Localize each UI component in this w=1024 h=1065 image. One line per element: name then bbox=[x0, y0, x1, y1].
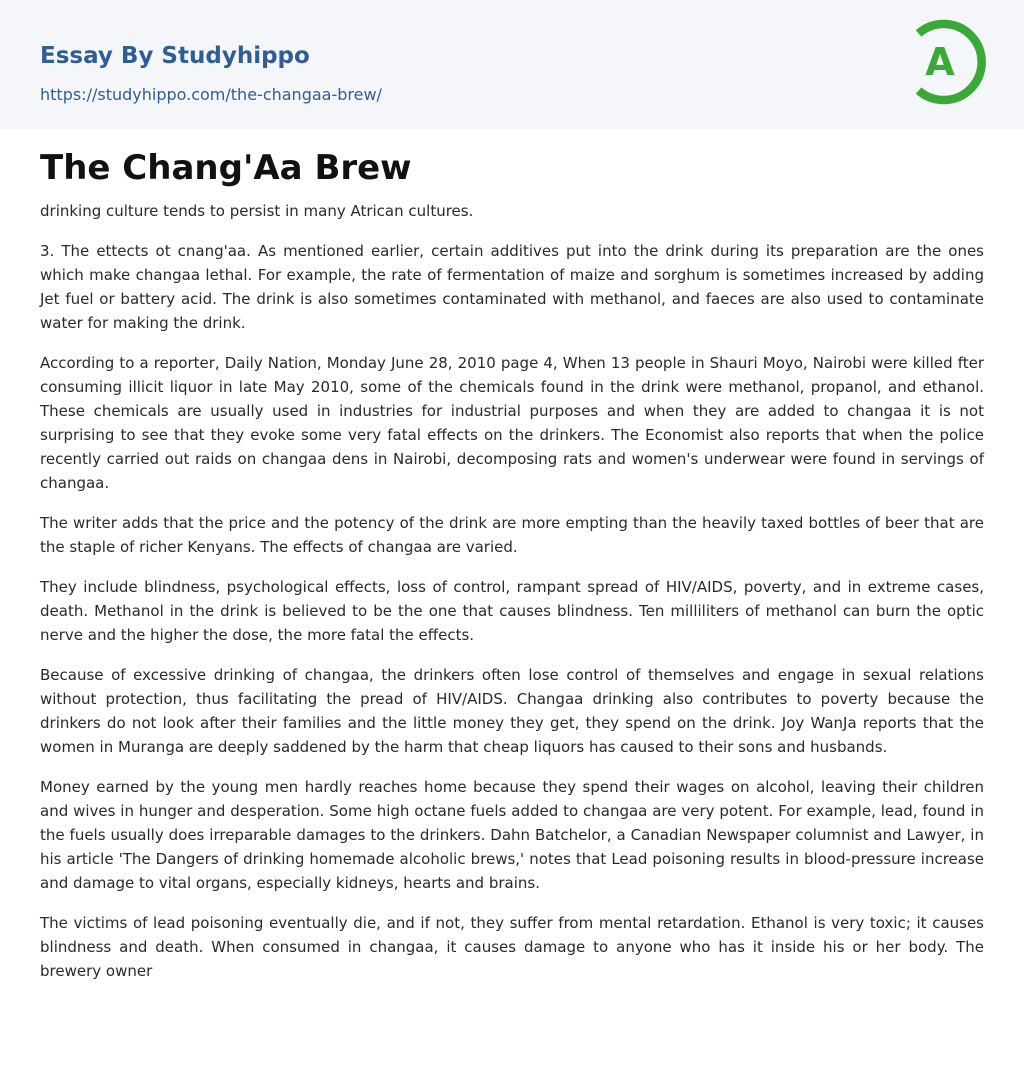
paragraph: The writer adds that the price and the potency of the drink are more empting than the heavily taxed bottles of beer that are the staple of richer Kenyans. The effects of changaa are varied. bbox=[40, 514, 984, 556]
studyhippo-logo-icon[interactable] bbox=[908, 18, 988, 106]
source-url-link[interactable]: https://studyhippo.com/the-changaa-brew/ bbox=[40, 85, 382, 104]
page-title: The Chang'Aa Brew bbox=[40, 148, 412, 188]
paragraph: 3. The ettects ot cnang'aa. As mentioned earlier, certain additives put into the drink during its preparation are the ones which make changaa lethal. For example, the rate of fermentation of maize and sorghum is sometimes increased by adding Jet fuel or battery acid. The drink is also sometimes contaminated with methanol, and faeces are also used to contaminate water for making the drink. bbox=[40, 242, 984, 332]
paragraph: They include blindness, psychological effects, loss of control, rampant spread of HIV/AIDS, poverty, and in extreme cases, death. Methanol in the drink is believed to be the one that causes blindness. Ten milliliters of methanol can burn the optic nerve and the higher the dose, the more fatal the effects. bbox=[40, 578, 984, 644]
paragraph: Because of excessive drinking of changaa, the drinkers often lose control of themselves and engage in sexual relations without protection, thus facilitating the pread of HIV/AIDS. Changaa drinking also contributes to poverty because the drinkers do not look after their families and the little money they get, they spend on the drink. Joy WanJa reports that the women in Muranga are deeply saddened by the harm that cheap liquors has caused to their sons and husbands. bbox=[40, 666, 984, 756]
brand-title: Essay By Studyhippo bbox=[40, 43, 310, 69]
paragraph: drinking culture tends to persist in many Atrican cultures. bbox=[40, 202, 474, 220]
logo-letter: A bbox=[925, 40, 955, 84]
paragraph: The victims of lead poisoning eventually die, and if not, they suffer from mental retardation. Ethanol is very toxic; it causes blindness and death. When consumed in changaa, it causes damage to anyone who has it inside his or her body. The brewery owner bbox=[40, 914, 984, 980]
paragraph: Money earned by the young men hardly reaches home because they spend their wages on alcohol, leaving their children and wives in hunger and desperation. Some high octane fuels added to changaa are very potent. For example, lead, found in the fuels usually does irreparable damages to the drinkers. Dahn Batchelor, a Canadian Newspaper columnist and Lawyer, in his article 'The Dangers of drinking homemade alcoholic brews,' notes that Lead poisoning results in blood-pressure increase and damage to vital organs, especially kidneys, hearts and brains. bbox=[40, 778, 984, 892]
paragraph: According to a reporter, Daily Nation, Monday June 28, 2010 page 4, When 13 people in Shauri Moyo, Nairobi were killed fter consuming illicit liquor in late May 2010, some of the chemicals found in the drink were methanol, propanol, and ethanol. These chemicals are usually used in industries for industrial purposes and when they are added to changaa it is not surprising to see that they evoke some very fatal effects on the drinkers. The Economist also reports that when the police recently carried out raids on changaa dens in Nairobi, decomposing rats and women's underwear were found in servings of changaa. bbox=[40, 354, 984, 492]
article-body bbox=[0, 129, 1024, 983]
site-header bbox=[0, 0, 1024, 129]
